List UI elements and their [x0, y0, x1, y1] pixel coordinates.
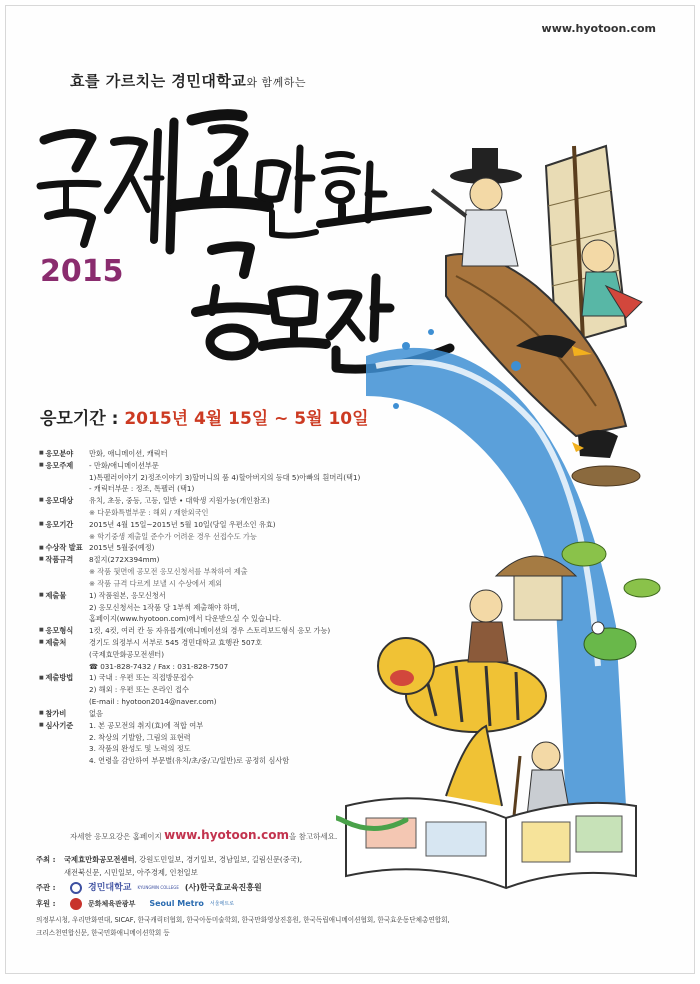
detail-text: 2) 응모신청서는 1작품 당 1부씩 제출해야 하며,	[89, 602, 240, 612]
detail-row	[39, 554, 369, 589]
detail-note: ※ 작품 규격 다르게 보낼 시 수상에서 제외	[89, 578, 223, 588]
detail-row	[39, 448, 369, 460]
tagline-suffix: 와 함께하는	[246, 76, 306, 89]
detail-text: 8절지(272X394mm)	[89, 555, 160, 565]
sponsor-row	[36, 898, 536, 911]
website-url[interactable]: www.hyotoon.com	[541, 22, 656, 35]
detail-text: 2015년 4월 15일~2015년 5월 10일(당일 우편소인 유효)	[89, 519, 276, 529]
detail-text: 2) 해외 : 우편 또는 온라인 접수	[89, 685, 189, 695]
detail-row	[39, 708, 369, 720]
period-value: 2015년 4월 15일 ~ 5월 10일	[124, 409, 369, 429]
cartoon-illustration	[336, 106, 686, 896]
host-rest: , 강원도민일보, 경기일보, 경남일보, 길림신문(중국),	[134, 855, 303, 864]
sponsor-label: 후원 :	[36, 898, 56, 908]
detail-text: 1) 작품원본, 응모신청서	[89, 590, 166, 600]
period-label: 응모기간 :	[40, 409, 119, 429]
detail-row	[39, 542, 369, 554]
detail-text: 3. 작품의 완성도 및 노력의 정도	[89, 744, 191, 754]
detail-row	[39, 495, 369, 519]
homepage-post: 을 참고하세요.	[288, 832, 338, 841]
detail-label: ■ 작품규격	[39, 554, 89, 589]
detail-text: 유치, 초등, 중등, 고등, 일반 • 대학생 지원가능(개인참조)	[89, 496, 270, 506]
detail-text: 1. 본 공모전의 취지(효)에 적합 여부	[89, 720, 204, 730]
detail-note: ※ 작품 뒷면에 공모전 응모신청서를 부착하여 제출	[89, 567, 248, 577]
detail-row	[39, 460, 369, 495]
detail-text: - 만화/애니메이션부문	[89, 460, 159, 470]
detail-text: 홈페이지(www.hyotoon.com)에서 다운받으실 수 있습니다.	[89, 614, 282, 624]
detail-row	[39, 672, 369, 707]
sponsor-ministry: 문화체육관광부	[88, 899, 136, 908]
title-year: 2015	[40, 254, 124, 289]
host-label: 주최 :	[36, 855, 56, 864]
poster	[5, 5, 695, 974]
organizer-university: 경민대학교	[88, 883, 132, 893]
detail-text: 없음	[89, 708, 103, 718]
sponsor-metro-sub: 서울메트로	[209, 900, 235, 907]
detail-text: 2. 착상의 기발함, 그림의 표현력	[89, 732, 191, 742]
tagline-main: 효를 가르치는 경민대학교	[70, 72, 247, 90]
detail-label: ■ 응모형식	[39, 625, 89, 637]
homepage-note	[70, 828, 337, 842]
sponsor-metro: Seoul Metro	[149, 898, 204, 908]
detail-text: 1컷, 4컷, 여러 칸 등 자유롭게(애니메이션의 경우 스토리보드형식 응모 가능)	[89, 626, 331, 636]
detail-label: ■ 제출처	[39, 637, 89, 672]
detail-label: ■ 수상작 발표	[39, 542, 89, 554]
support-line-2: 크리스천연합신문, 한국민화애니메이션학회 등	[36, 928, 170, 937]
detail-note: ※ 학기중생 제출일 준수가 어려운 경우 선접수도 가능	[89, 531, 257, 541]
detail-label: ■ 제출물	[39, 590, 89, 625]
detail-row	[39, 637, 369, 672]
detail-row	[39, 519, 369, 543]
detail-text: (E-mail : hyotoon2014@naver.com)	[89, 697, 217, 707]
detail-text: 경기도 의정부시 서부로 545 경민대학교 효행관 507호	[89, 638, 263, 648]
homepage-pre: 자세한 응모요강은 홈페이지	[70, 832, 162, 841]
detail-row	[39, 590, 369, 625]
organizer-university-sub: KYUNGMIN COLLEGE	[137, 885, 179, 890]
detail-label: ■ 응모주제	[39, 460, 89, 495]
detail-text: (국제효만화공모전센터)	[89, 649, 165, 659]
support-line-1: 의정부시청, 우리만화연대, SICAF, 한국캐릭터협회, 한국아동미술학회, 한국만화영상진흥원, 한국독립애니메이션협회, 한국효운동단체총연합회,	[36, 916, 450, 924]
detail-label: ■ 응모대상	[39, 495, 89, 519]
tagline	[70, 70, 306, 91]
detail-text: 2015년 5월중(예정)	[89, 543, 155, 553]
detail-text: ☎ 031-828-7432 / Fax : 031-828-7507	[89, 661, 229, 671]
detail-label: ■ 응모기간	[39, 519, 89, 543]
detail-text: 1)톡펠러이야기 2)정조이야기 3)할머니의 품 4)할아버지의 등대 5)아빠의 흰머리(택1)	[89, 472, 361, 482]
host-line-2: 새전북신문, 시민일보, 아주경제, 인천일보	[64, 867, 198, 877]
detail-note: ※ 다문화특별부문 : 해외 / 재한외국인	[89, 508, 209, 518]
application-period	[40, 404, 369, 429]
detail-label: ■ 응모분야	[39, 448, 89, 460]
detail-label: ■ 제출방법	[39, 672, 89, 707]
detail-text: 만화, 애니메이션, 캐릭터	[89, 449, 168, 458]
detail-row	[39, 625, 369, 637]
host-main: 국제효만화공모전센터	[64, 855, 135, 864]
detail-text: - 캐릭터부문 : 정조, 톡펠러 (택1)	[89, 484, 195, 494]
organizer-institute: (사)한국효교육진흥원	[184, 883, 262, 892]
detail-label: ■ 참가비	[39, 708, 89, 720]
detail-row	[39, 720, 369, 767]
detail-text: 1) 국내 : 우편 또는 직접방문접수	[89, 673, 194, 683]
organizer-label: 주관 :	[36, 883, 56, 892]
university-emblem-icon	[70, 882, 82, 894]
detail-text: 4. 연령을 감안하여 부문별(유치/초/중/고/일반)로 공정히 심사함	[89, 756, 290, 766]
contest-details	[39, 448, 369, 767]
detail-label: ■ 심사기준	[39, 720, 89, 767]
ministry-emblem-icon	[70, 898, 82, 910]
homepage-url[interactable]: www.hyotoon.com	[164, 828, 289, 842]
